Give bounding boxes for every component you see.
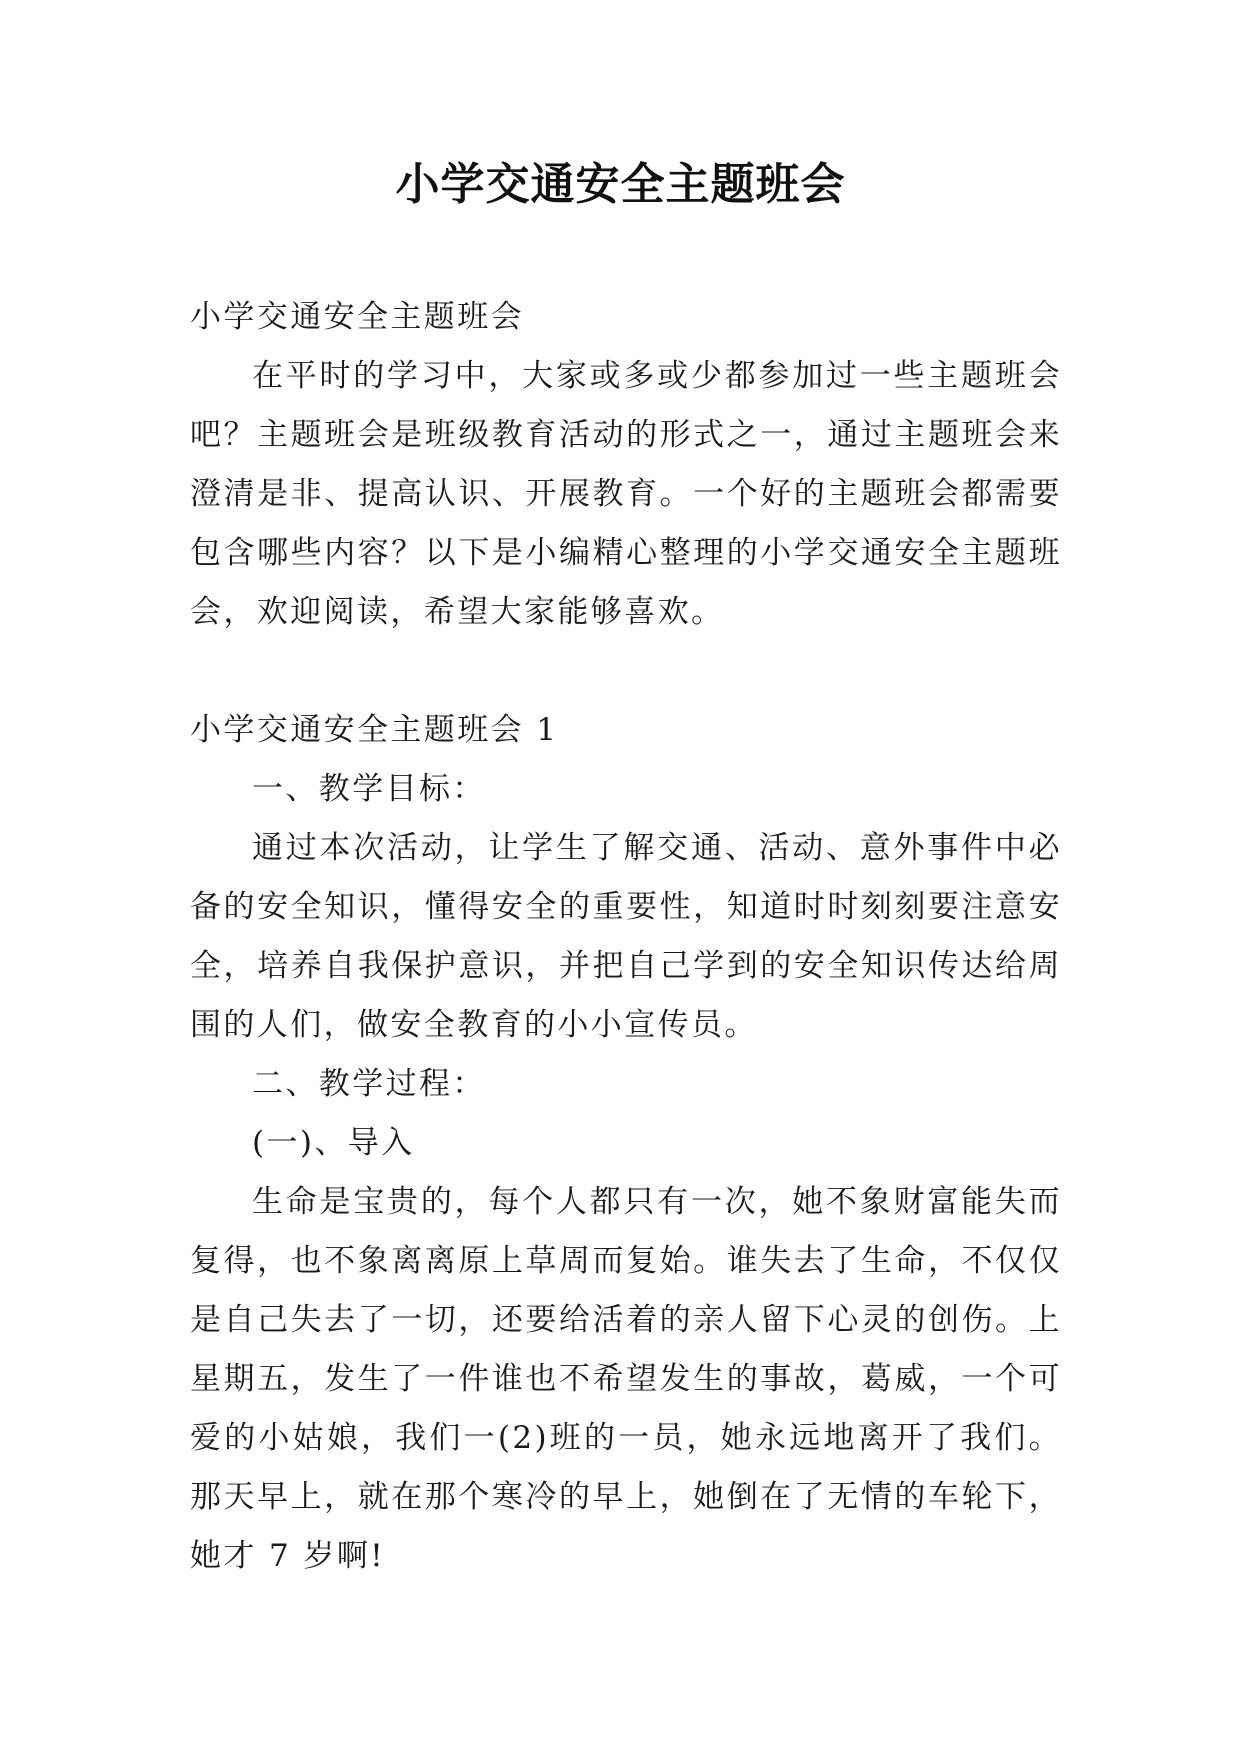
section-spacer bbox=[190, 642, 1062, 701]
objective-paragraph: 通过本次活动，让学生了解交通、活动、意外事件中必备的安全知识，懂得安全的重要性，知道时时刻刻要注意安全，培养自我保护意识，并把自己学到的安全知识传达给周围的人们，做安全教育的小小宣传员。 bbox=[190, 830, 1062, 1043]
document-body bbox=[190, 288, 1062, 1586]
intro-heading: 小学交通安全主题班会 bbox=[190, 299, 524, 335]
section1-heading: 小学交通安全主题班会 1 bbox=[190, 712, 559, 748]
objective-heading: 一、教学目标： bbox=[252, 771, 486, 807]
intro-step-paragraph: 生命是宝贵的，每个人都只有一次，她不象财富能失而复得，也不象离离原上草周而复始。谁失去了生命，不仅仅是自己失去了一切，还要给活着的亲人留下心灵的创伤。上星期五，发生了一件谁也不希望发生的事故，葛威，一个可爱的小姑娘，我们一(2)班的一员，她永远地离开了我们。那天早上，就在那个寒冷的早上，她倒在了无情的车轮下，她才 7 岁啊! bbox=[190, 1184, 1062, 1574]
document-title: 小学交通安全主题班会 bbox=[395, 159, 846, 210]
intro-step-heading: (一)、导入 bbox=[252, 1125, 415, 1161]
intro-paragraph: 在平时的学习中，大家或多或少都参加过一些主题班会吧？主题班会是班级教育活动的形式之一，通过主题班会来澄清是非、提高认识、开展教育。一个好的主题班会都需要包含哪些内容？以下是小编精心整理的小学交通安全主题班会，欢迎阅读，希望大家能够喜欢。 bbox=[190, 358, 1062, 630]
process-heading: 二、教学过程： bbox=[252, 1066, 486, 1102]
